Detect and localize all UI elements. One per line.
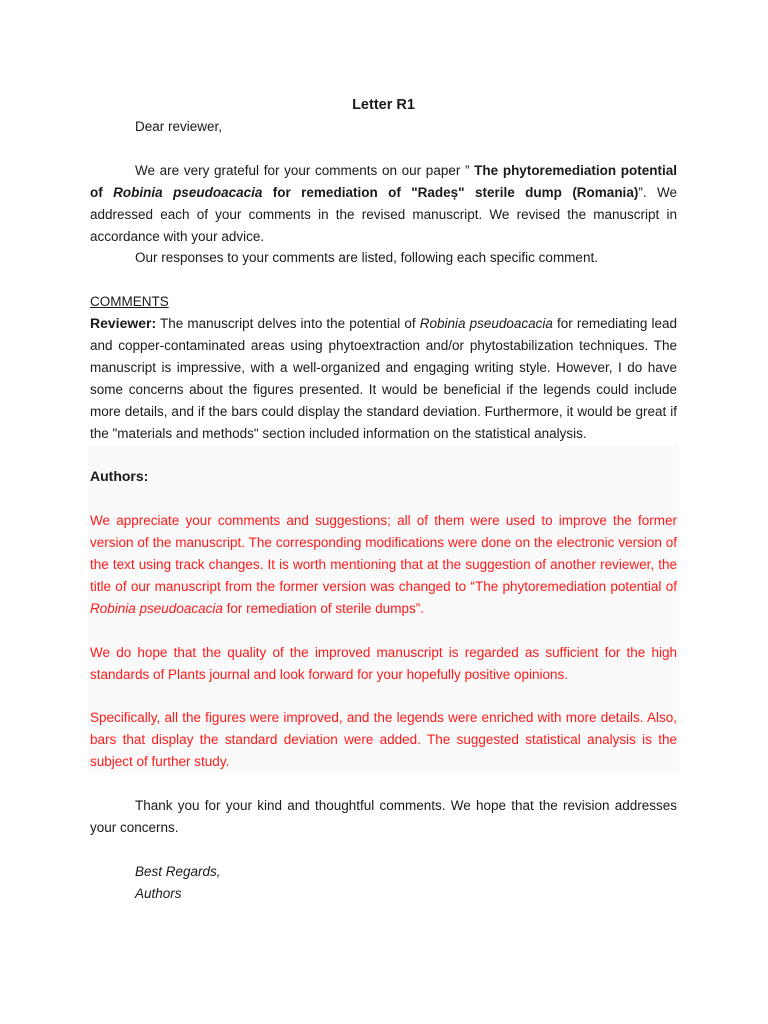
- sign-off: Best Regards,: [135, 863, 221, 879]
- spacer: [90, 773, 677, 795]
- spacer: [90, 488, 677, 510]
- intro-text-b: ”. We addressed each of your comments in the revised manuscript. We revised the manuscript in accordance with your advice.: [90, 184, 677, 244]
- response-text-b: for remediation of sterile dumps”.: [222, 600, 424, 616]
- paper-title-a: The phytoremediation potential of: [90, 162, 677, 200]
- spacer: [90, 620, 677, 642]
- letter-page: [90, 94, 677, 905]
- response-paragraph-2: We do hope that the quality of the improved manuscript is regarded as sufficient for the high standards of Plants journal and look forward for your hopefully positive opinions.: [90, 644, 677, 682]
- intro-text-a: We are very grateful for your comments on our paper ”: [135, 162, 475, 178]
- response-species: Robinia pseudoacacia: [90, 600, 223, 616]
- letter-title: Letter R1: [352, 97, 415, 113]
- spacer: [90, 138, 677, 160]
- paper-title-species: Robinia pseudoacacia: [113, 184, 263, 200]
- reviewer-text-a: The manuscript delves into the potential of: [156, 316, 420, 332]
- spacer: [90, 445, 677, 467]
- reviewer-label: Reviewer:: [90, 315, 157, 332]
- signature: Authors: [135, 885, 182, 901]
- authors-response-block: [88, 445, 679, 774]
- closing-paragraph: Thank you for your kind and thoughtful comments. We hope that the revision addresses your concerns.: [90, 797, 677, 835]
- intro-paragraph: [90, 160, 677, 248]
- spacer: [90, 839, 677, 861]
- comments-heading: COMMENTS: [90, 294, 169, 310]
- response-paragraph-3: Specifically, all the figures were improved, and the legends were enriched with more details. Also, bars that display the standard deviation were added. The suggested statistical analysis is the subject of further study.: [90, 710, 677, 770]
- intro-paragraph-2: Our responses to your comments are listed, following each specific comment.: [135, 250, 598, 266]
- salutation: Dear reviewer,: [135, 119, 223, 134]
- reviewer-text-b: for remediating lead and copper-contaminated areas using phytoextraction and/or phytostabilization techniques. The manuscript is impressive, with a well-organized and engaging writing style. However, I do have some concerns about the figures presented. It would be beneficial if the legends could include more details, and if the bars could display the standard deviation. Furthermore, it would be great if the "materials and methods" section included information on the statistical analysis.: [90, 316, 677, 441]
- spacer: [90, 269, 677, 291]
- authors-heading: Authors:: [90, 468, 149, 485]
- response-text-a: We appreciate your comments and suggestions; all of them were used to improve the former version of the manuscript. The corresponding modifications were done on the electronic version of the text using track changes. It is worth mentioning that at the suggestion of another reviewer, the title of our manuscript from the former version was changed to “The phytoremediation potential of: [90, 513, 677, 594]
- paper-title-b: for remediation of "Radeș" sterile dump (Romania): [262, 184, 639, 200]
- response-paragraph-1: [90, 510, 677, 620]
- reviewer-comment: [90, 313, 677, 444]
- reviewer-species: Robinia pseudoacacia: [419, 316, 553, 332]
- spacer: [90, 685, 677, 707]
